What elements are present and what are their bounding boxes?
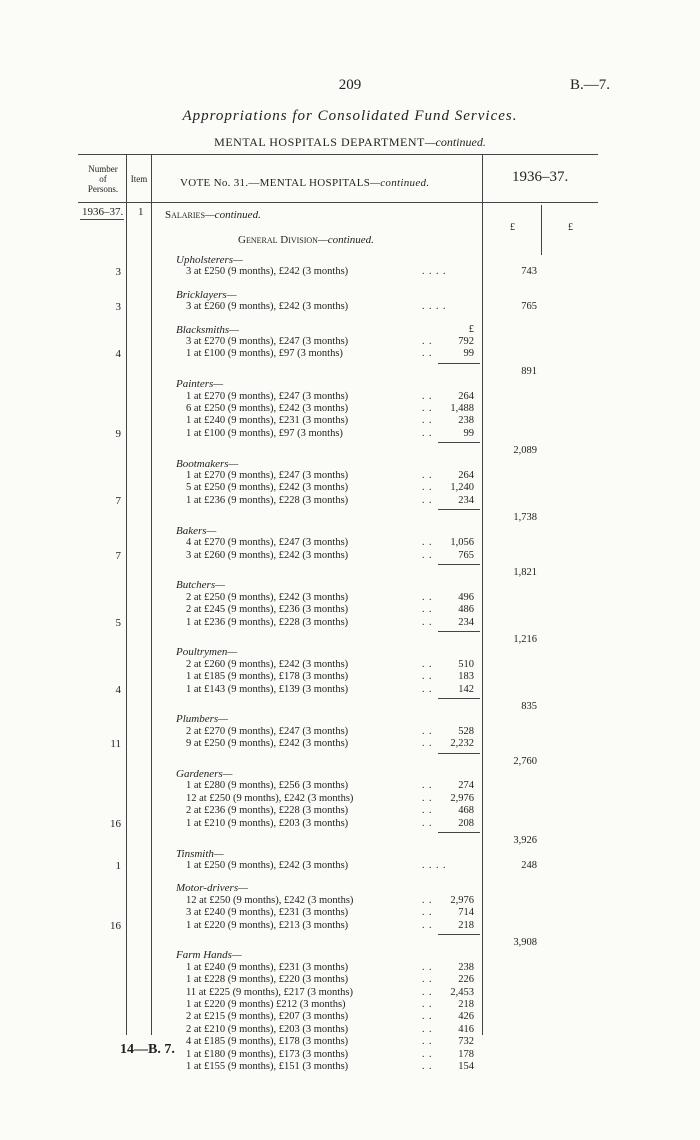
column-header-persons	[80, 164, 126, 194]
page-number: 209	[338, 77, 362, 93]
line-amount: 510	[458, 658, 474, 670]
line-amount: 99	[463, 427, 474, 439]
line-amount: 274	[458, 780, 474, 792]
salary-line: 1 at £155 (9 months), £151 (3 months)	[186, 1060, 349, 1072]
salary-line: 1 at £185 (9 months), £178 (3 months)	[186, 671, 349, 683]
subtotal-rule	[438, 698, 480, 699]
trade-heading: Gardeners—	[176, 768, 233, 781]
subtotal-rule	[438, 363, 480, 364]
salary-line: 2 at £250 (9 months), £242 (3 months)	[186, 591, 349, 603]
pound-header-2: £	[568, 222, 573, 233]
salary-line: 1 at £220 (9 months), £213 (3 months)	[186, 919, 349, 931]
line-amount: 2,976	[450, 894, 474, 906]
line-amount: 142	[458, 683, 474, 695]
salary-line: 2 at £215 (9 months), £207 (3 months)	[186, 1011, 349, 1023]
leader-dots: . .	[422, 1011, 433, 1023]
persons-header-line2: of	[99, 174, 107, 184]
salary-line: 3 at £260 (9 months), £242 (3 months)	[186, 549, 349, 561]
salary-line: 12 at £250 (9 months), £242 (3 months)	[186, 792, 354, 804]
department-heading	[0, 135, 700, 150]
salary-line: 1 at £220 (9 months) £212 (3 months)	[186, 998, 346, 1010]
section-suffix: —continued.	[204, 209, 261, 221]
trade-heading: Plumbers—	[176, 713, 228, 726]
line-amount: 426	[458, 1011, 474, 1023]
leader-dots: . . . .	[422, 266, 447, 278]
leader-dots: . .	[422, 348, 433, 360]
trade-heading: Farm Hands—	[176, 949, 242, 962]
line-amount: 1,240	[450, 482, 474, 494]
line-amount: 208	[458, 817, 474, 829]
line-amount: 496	[458, 591, 474, 603]
department-name: MENTAL HOSPITALS DEPARTMENT	[214, 135, 425, 149]
column-divider-persons	[126, 155, 127, 1035]
leader-dots: . .	[422, 907, 433, 919]
leader-dots: . .	[422, 470, 433, 482]
line-amount: 486	[458, 604, 474, 616]
leader-dots: . . . .	[422, 301, 447, 313]
vote-title: VOTE No. 31.—MENTAL HOSPITALS	[180, 177, 371, 189]
line-amount: 183	[458, 671, 474, 683]
group-total: 835	[521, 701, 537, 712]
salary-line: 11 at £225 (9 months), £217 (3 months)	[186, 986, 354, 998]
subtotal-rule	[438, 934, 480, 935]
persons-count: 5	[115, 616, 121, 629]
salary-line: 9 at £250 (9 months), £242 (3 months)	[186, 738, 349, 750]
vote-heading	[180, 177, 429, 189]
header-rule-bottom	[78, 202, 598, 203]
salary-line: 3 at £250 (9 months), £242 (3 months)	[186, 266, 349, 278]
trade-heading: Motor-drivers—	[176, 882, 248, 895]
salary-line: 1 at £280 (9 months), £256 (3 months)	[186, 780, 349, 792]
salary-line: 2 at £210 (9 months), £203 (3 months)	[186, 1023, 349, 1035]
subtotal-rule	[438, 631, 480, 632]
leader-dots: . .	[422, 616, 433, 628]
salary-line: 1 at £270 (9 months), £247 (3 months)	[186, 390, 349, 402]
subtotal-rule	[438, 564, 480, 565]
section-label: Salaries	[165, 209, 205, 221]
salary-line: 1 at £250 (9 months), £242 (3 months)	[186, 859, 349, 871]
leader-dots: . .	[422, 780, 433, 792]
document-reference: B.—7.	[569, 77, 610, 93]
line-amount: 1,056	[450, 537, 474, 549]
leader-dots: . .	[422, 1060, 433, 1072]
leader-dots: . .	[422, 986, 433, 998]
leader-dots: . .	[422, 549, 433, 561]
leader-dots: . .	[422, 427, 433, 439]
group-total: 765	[521, 301, 537, 313]
leader-dots: . .	[422, 894, 433, 906]
leader-dots: . .	[422, 336, 433, 347]
row-year-underline	[80, 219, 124, 220]
salary-line: 1 at £240 (9 months), £231 (3 months)	[186, 961, 349, 973]
persons-count: 9	[115, 427, 121, 440]
line-amount: 234	[458, 616, 474, 628]
trade-heading: Bakers—	[176, 524, 217, 537]
salary-line: 1 at £270 (9 months), £247 (3 months)	[186, 470, 349, 482]
salary-line: 3 at £240 (9 months), £231 (3 months)	[186, 907, 349, 919]
row-year: 1936–37.	[82, 206, 124, 218]
column-header-item: Item	[130, 174, 148, 184]
line-amount: 218	[458, 919, 474, 931]
salary-line: 3 at £260 (9 months), £242 (3 months)	[186, 301, 349, 313]
page-title: Appropriations for Consolidated Fund Services.	[182, 108, 518, 124]
persons-count: 7	[115, 549, 121, 562]
leader-dots: . .	[422, 537, 433, 549]
persons-count: 3	[115, 301, 121, 314]
department-suffix: —continued.	[424, 135, 486, 149]
leader-dots: . .	[422, 1048, 433, 1060]
leader-dots: . .	[422, 604, 433, 616]
salary-line: 2 at £236 (9 months), £228 (3 months)	[186, 805, 349, 817]
leader-dots: . .	[422, 792, 433, 804]
footer-reference: 14—B. 7.	[120, 1042, 175, 1057]
leader-dots: . .	[422, 415, 433, 427]
section-heading	[165, 205, 261, 223]
line-amount: 234	[458, 494, 474, 506]
salary-line: 2 at £270 (9 months), £247 (3 months)	[186, 725, 349, 737]
group-total: 1,216	[513, 633, 537, 645]
trade-heading: Tinsmith—	[176, 847, 224, 860]
pound-sign: £	[468, 323, 474, 335]
salary-line: 4 at £185 (9 months), £178 (3 months)	[186, 1036, 349, 1048]
salary-line: 1 at £236 (9 months), £228 (3 months)	[186, 494, 349, 506]
salary-line: 1 at £240 (9 months), £231 (3 months)	[186, 415, 349, 427]
subtotal-rule	[438, 753, 480, 754]
group-total: 2,089	[513, 445, 537, 457]
salary-line: 1 at £100 (9 months), £97 (3 months)	[186, 348, 343, 360]
trade-heading: Bootmakers—	[176, 457, 239, 470]
persons-count: 7	[115, 494, 121, 507]
line-amount: 468	[458, 805, 474, 817]
persons-count: 11	[110, 738, 121, 751]
trade-heading: Upholsterers—	[176, 254, 243, 266]
leader-dots: . .	[422, 974, 433, 986]
subtotal-rule	[438, 442, 480, 443]
salary-line: 2 at £260 (9 months), £242 (3 months)	[186, 658, 349, 670]
leader-dots: . .	[422, 961, 433, 973]
column-divider-item	[151, 155, 152, 1035]
salary-line: 1 at £180 (9 months), £173 (3 months)	[186, 1048, 349, 1060]
persons-count: 16	[110, 817, 121, 830]
group-total: 248	[521, 859, 537, 871]
leader-dots: . .	[422, 390, 433, 402]
header-rule-top	[78, 154, 598, 155]
leader-dots: . .	[422, 725, 433, 737]
line-amount: 416	[458, 1023, 474, 1035]
division-suffix: —continued.	[317, 234, 374, 246]
salary-line: 2 at £245 (9 months), £236 (3 months)	[186, 604, 349, 616]
vote-suffix: —continued.	[370, 177, 430, 189]
subtotal-rule	[438, 509, 480, 510]
column-header-year: 1936–37.	[512, 169, 569, 185]
line-amount: 765	[458, 549, 474, 561]
line-amount: 154	[458, 1060, 474, 1072]
salary-line: 1 at £100 (9 months), £97 (3 months)	[186, 427, 343, 439]
salary-line: 4 at £270 (9 months), £247 (3 months)	[186, 537, 349, 549]
persons-count: 16	[110, 919, 121, 932]
leader-dots: . .	[422, 805, 433, 817]
line-amount: 2,453	[450, 986, 474, 998]
column-divider-year	[482, 155, 483, 1035]
line-amount: 2,232	[450, 738, 474, 750]
division-label: General Division	[238, 234, 318, 246]
line-amount: 732	[458, 1036, 474, 1048]
group-total: 2,760	[513, 755, 537, 767]
salary-line: 5 at £250 (9 months), £242 (3 months)	[186, 482, 349, 494]
subtotal-rule	[438, 832, 480, 833]
leader-dots: . .	[422, 817, 433, 829]
group-total: 891	[521, 365, 537, 377]
leader-dots: . .	[422, 998, 433, 1010]
leader-dots: . .	[422, 494, 433, 506]
persons-count: 1	[115, 859, 121, 872]
line-amount: 99	[463, 348, 474, 360]
line-amount: 178	[458, 1048, 474, 1060]
line-amount: 264	[458, 470, 474, 482]
group-total: 1,738	[513, 512, 537, 524]
salary-line: 1 at £143 (9 months), £139 (3 months)	[186, 683, 349, 695]
salary-line: 6 at £250 (9 months), £242 (3 months)	[186, 403, 349, 415]
leader-dots: . .	[422, 1023, 433, 1035]
group-total: 3,908	[513, 936, 537, 948]
leader-dots: . .	[422, 919, 433, 931]
salary-line: 1 at £210 (9 months), £203 (3 months)	[186, 817, 349, 829]
line-amount: 238	[458, 961, 474, 973]
trade-heading: Butchers—	[176, 579, 225, 592]
salary-line: 1 at £236 (9 months), £228 (3 months)	[186, 616, 349, 628]
leader-dots: . .	[422, 1036, 433, 1048]
pound-header-1: £	[510, 222, 515, 233]
leader-dots: . .	[422, 591, 433, 603]
line-amount: 264	[458, 390, 474, 402]
leader-dots: . .	[422, 403, 433, 415]
persons-count: 3	[115, 266, 121, 279]
row-item: 1	[138, 206, 144, 218]
line-amount: 2,976	[450, 792, 474, 804]
column-divider-subtotal	[541, 205, 542, 255]
division-heading	[238, 230, 374, 248]
trade-heading: Blacksmiths—	[176, 323, 239, 336]
persons-header-line1: Number	[88, 164, 118, 174]
persons-header-line3: Persons.	[87, 184, 119, 194]
line-amount: 218	[458, 998, 474, 1010]
leader-dots: . .	[422, 658, 433, 670]
line-amount: 528	[458, 725, 474, 737]
leader-dots: . .	[422, 671, 433, 683]
persons-count: 4	[115, 348, 121, 361]
leader-dots: . .	[422, 738, 433, 750]
salary-line: 12 at £250 (9 months), £242 (3 months)	[186, 894, 354, 906]
salary-line: 1 at £228 (9 months), £220 (3 months)	[186, 974, 349, 986]
leader-dots: . .	[422, 683, 433, 695]
line-amount: 1,488	[450, 403, 474, 415]
line-amount: 238	[458, 415, 474, 427]
trade-heading: Painters—	[176, 378, 224, 391]
group-total: 743	[521, 266, 537, 278]
leader-dots: . . . .	[422, 859, 447, 871]
persons-count: 4	[115, 683, 121, 696]
salary-line: 3 at £270 (9 months), £247 (3 months)	[186, 336, 349, 347]
line-amount: 226	[458, 974, 474, 986]
line-amount: 792	[458, 336, 474, 347]
trade-heading: Poultrymen—	[176, 646, 238, 659]
trade-heading: Bricklayers—	[176, 288, 237, 301]
group-total: 3,926	[513, 835, 537, 847]
group-total: 1,821	[513, 566, 537, 578]
line-amount: 714	[458, 907, 474, 919]
leader-dots: . .	[422, 482, 433, 494]
